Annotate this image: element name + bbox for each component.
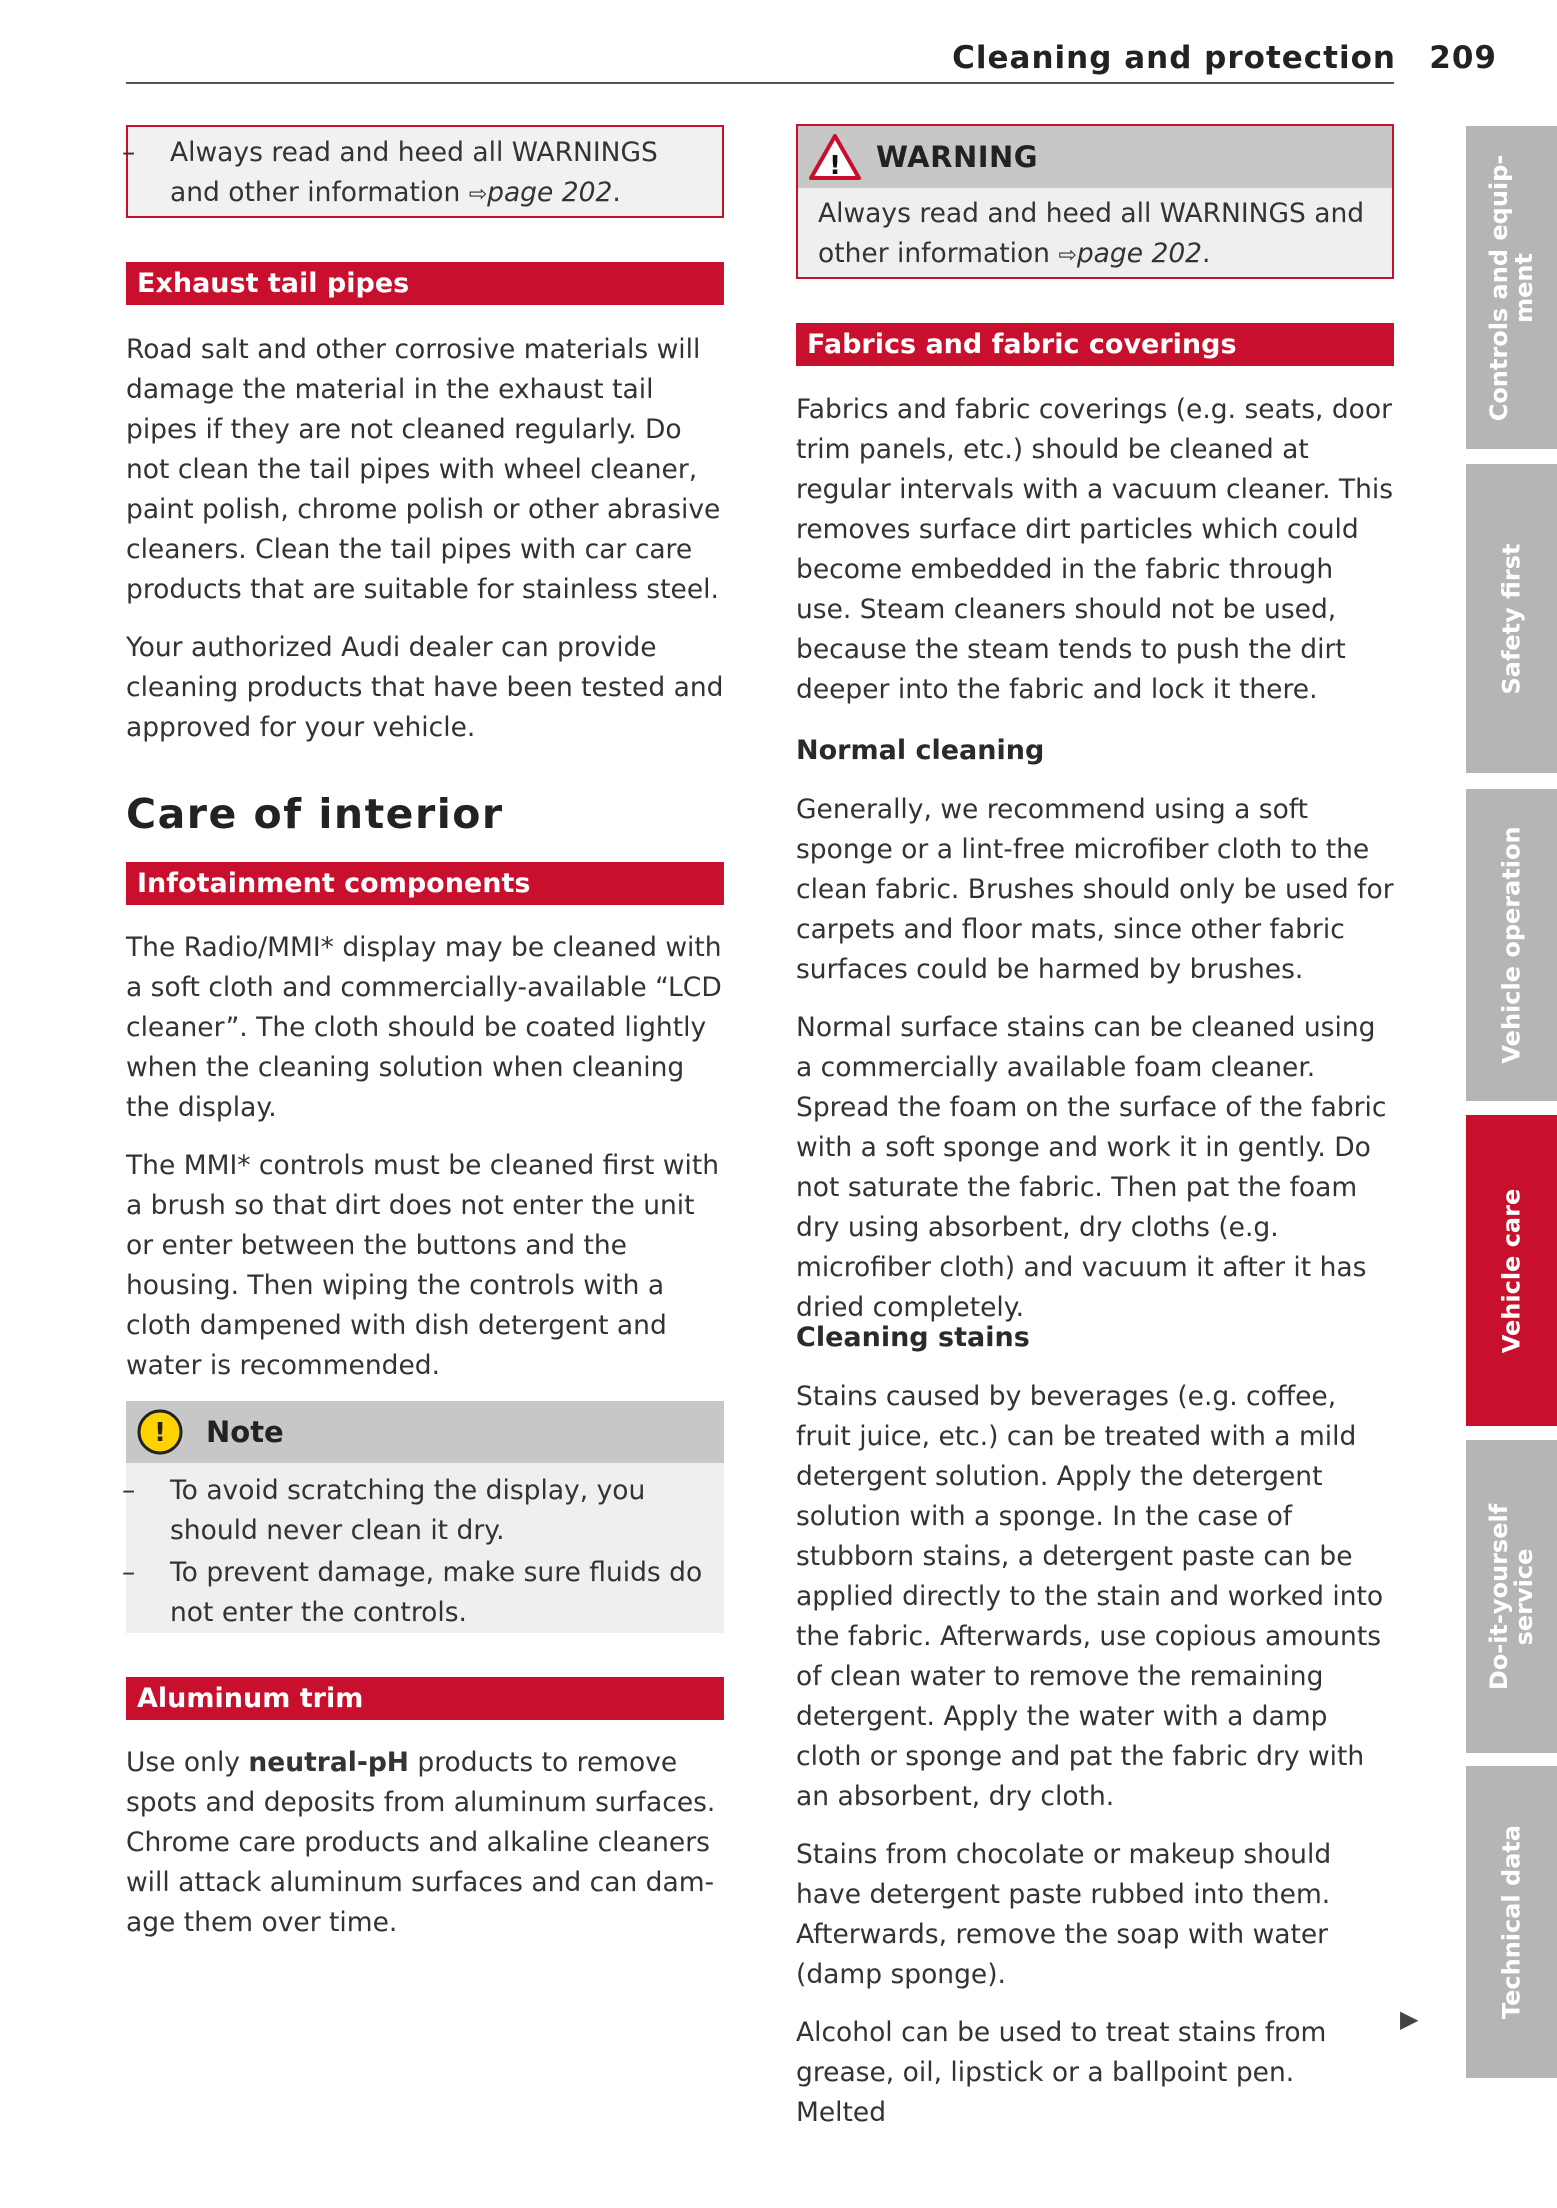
warning-header bbox=[798, 126, 1392, 188]
warning-icon-glyph: ! bbox=[829, 151, 841, 181]
section-heading-aluminum: Aluminum trim bbox=[126, 1677, 724, 1720]
stains-paragraph-3: Alcohol can be used to treat stains from grease, oil, lipstick or a ballpoint pen. Melted bbox=[796, 2017, 1327, 2128]
warning-body bbox=[798, 188, 1392, 284]
aluminum-text-bold: neutral-pH bbox=[248, 1747, 409, 1778]
tab-label: Controls and equip- bbox=[1484, 154, 1513, 421]
exhaust-paragraph-2: Your authorized Audi dealer can provide cleaning products that have been tested and approved for your vehicle. bbox=[126, 632, 724, 743]
note-item-text: To prevent damage, make sure fluids do not enter the controls. bbox=[170, 1557, 703, 1628]
fabrics-paragraph: Fabrics and fabric coverings (e.g. seats, door trim panels, etc.) should be cleaned at regular intervals with a vacuum cleaner. This removes surface dirt particles which could become embedded in the fabric through use. Steam cleaners should not be used, because the steam tends to push the dirt deeper into the fabric and lock it there. bbox=[796, 394, 1394, 705]
note-icon-glyph: ! bbox=[154, 1418, 166, 1448]
normal-cleaning-body bbox=[796, 790, 1394, 1328]
stains-paragraph-1: Stains caused by beverages (e.g. coffee, fruit juice, etc.) can be treated with a mild detergent solution. Apply the detergent solution with a sponge. In the case of stubborn stains, a detergent paste can be applied directly to the stain and worked into the fabric. Afterwards, use copious amounts of clean water to remove the remaining detergent. Apply the water with a damp cloth or sponge and pat the fabric dry with an absorbent, dry cloth. bbox=[796, 1381, 1384, 1812]
tab-controls-and-equipment[interactable] bbox=[1466, 126, 1557, 449]
header-rule bbox=[126, 82, 1394, 84]
note-item bbox=[122, 1553, 710, 1633]
running-header-title: Cleaning and protection bbox=[952, 40, 1396, 76]
punct: . bbox=[612, 177, 621, 208]
tab-safety-first[interactable] bbox=[1466, 464, 1557, 773]
infotainment-paragraph-2: The MMI* controls must be cleaned first with a brush so that dirt does not enter the unit or enter between the buttons and the housing. Then wiping the controls with a cloth dampened with dish detergent and water is recommended. bbox=[126, 1150, 720, 1381]
tab-vehicle-care[interactable] bbox=[1466, 1115, 1557, 1426]
list-dash: – bbox=[122, 1475, 136, 1506]
note-item bbox=[122, 1471, 710, 1551]
page-ref-link[interactable]: page 202 bbox=[1076, 238, 1203, 269]
tab-vehicle-operation[interactable] bbox=[1466, 789, 1557, 1101]
normal-cleaning-paragraph-2: Normal surface stains can be cleaned using a commercially available foam cleaner. Spread the foam on the surface of the fabric with a soft sponge and work it in gently. Do not saturate the fabric. Then pat the foam dry using absorbent, dry cloths (e.g. microfiber cloth) and vacuum it after it has dried completely. bbox=[796, 1012, 1387, 1323]
fabrics-section-body bbox=[796, 390, 1394, 710]
punct: . bbox=[1202, 238, 1211, 269]
list-dash: – bbox=[122, 1557, 136, 1588]
note-title: Note bbox=[206, 1415, 284, 1449]
exhaust-paragraph-1: Road salt and other corrosive materials will damage the material in the exhaust tail pipes if they are not cleaned regularly. Do not clean the tail pipes with wheel cleaner, paint polish, chrome polish or other abrasive cleaners. Clean the tail pipes with car care products that are suitable for stainless steel. bbox=[126, 334, 721, 605]
page-ref-arrow-icon: ⇨ bbox=[1058, 243, 1077, 268]
tab-label: Vehicle care bbox=[1497, 1188, 1525, 1353]
subheading-cleaning-stains: Cleaning stains bbox=[796, 1322, 1030, 1353]
section-heading-fabrics: Fabrics and fabric coverings bbox=[796, 323, 1394, 366]
tab-do-it-yourself-service[interactable] bbox=[1466, 1440, 1557, 1753]
read-warnings-text: Always read and heed all WARNINGS and other information bbox=[170, 137, 658, 208]
note-item-text: To avoid scratching the display, you should never clean it dry. bbox=[170, 1475, 646, 1546]
warning-triangle-icon bbox=[808, 133, 862, 181]
note-header bbox=[126, 1401, 724, 1463]
aluminum-text-post: products to remove spots and deposits from aluminum surfaces. Chrome care products and alkaline cleaners will attack aluminum surfaces and can damage them over time. bbox=[126, 1747, 716, 1938]
subheading-normal-cleaning: Normal cleaning bbox=[796, 735, 1045, 766]
tab-label: Safety first bbox=[1497, 542, 1525, 695]
aluminum-text-pre: Use only bbox=[126, 1747, 240, 1778]
note-body bbox=[122, 1463, 724, 1645]
normal-cleaning-paragraph-1: Generally, we recommend using a soft sponge or a lint-free microfiber cloth to the clean fabric. Brushes should only be used for carpets and floor mats, since other fabric surfaces could be harmed by brushes. bbox=[796, 794, 1394, 985]
tab-label-line2: service bbox=[1509, 1548, 1538, 1645]
note-icon bbox=[136, 1408, 184, 1456]
tab-label-line2: ment bbox=[1509, 252, 1538, 323]
chapter-heading-care-of-interior: Care of interior bbox=[126, 790, 504, 838]
list-dash: – bbox=[122, 137, 136, 168]
section-heading-infotainment: Infotainment components bbox=[126, 862, 724, 905]
note-box bbox=[122, 1401, 724, 1633]
aluminum-paragraph bbox=[126, 1743, 724, 1943]
warning-text: Always read and heed all WARNINGS and other information bbox=[818, 198, 1365, 269]
tab-technical-data[interactable] bbox=[1466, 1766, 1557, 2078]
page-ref-arrow-icon: ⇨ bbox=[468, 182, 488, 207]
warning-title: WARNING bbox=[876, 140, 1039, 174]
page-ref-link[interactable]: page 202 bbox=[487, 177, 613, 208]
stains-paragraph-2: Stains from chocolate or makeup should have detergent paste rubbed into them. Afterwards, remove the soap with water (damp sponge). bbox=[796, 1839, 1332, 1990]
infotainment-section-body bbox=[126, 928, 724, 1386]
aluminum-section-body bbox=[126, 1743, 724, 1943]
page-number: 209 bbox=[1429, 40, 1497, 76]
cleaning-stains-body bbox=[796, 1377, 1394, 2133]
infotainment-paragraph-1: The Radio/MMI* display may be cleaned with a soft cloth and commercially-available “LCD cleaner”. The cloth should be coated lightly when the cleaning solution when cleaning the display. bbox=[126, 932, 722, 1123]
continue-arrow-icon: ▶ bbox=[1400, 2005, 1419, 2033]
tab-label: Technical data bbox=[1497, 1824, 1525, 2020]
tab-label: Vehicle operation bbox=[1497, 826, 1525, 1064]
section-heading-exhaust: Exhaust tail pipes bbox=[126, 262, 724, 305]
exhaust-section-body bbox=[126, 330, 724, 748]
tab-label: Do-it-yourself bbox=[1484, 1503, 1513, 1690]
warning-box bbox=[796, 124, 1394, 279]
read-warnings-box bbox=[122, 125, 724, 218]
